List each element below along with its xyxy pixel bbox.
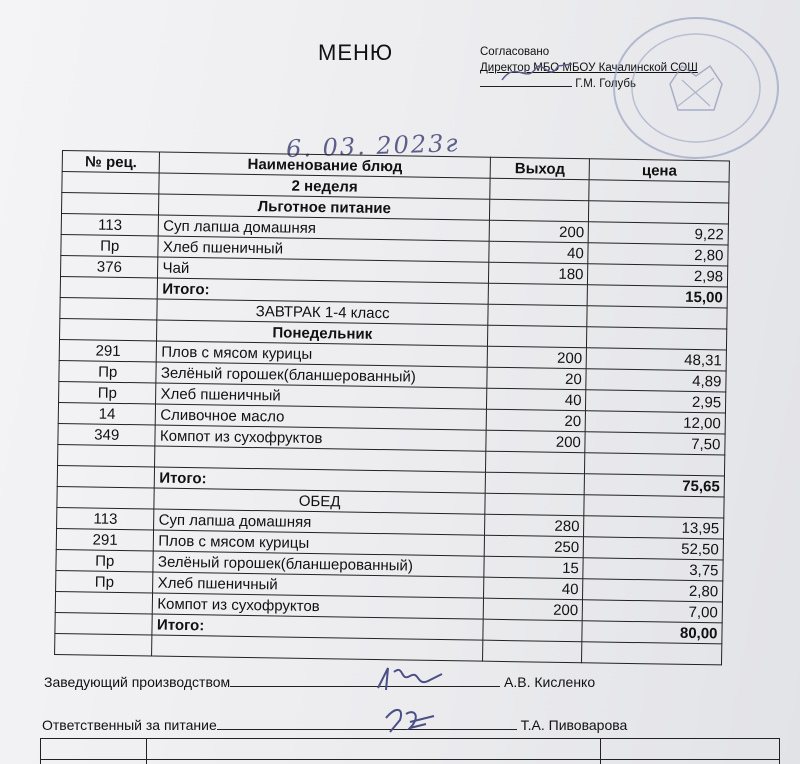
dish-output: 20 bbox=[487, 367, 587, 390]
total-value: 80,00 bbox=[582, 621, 722, 644]
dish-price: 13,95 bbox=[584, 516, 724, 539]
col-header-price: цена bbox=[589, 159, 729, 182]
recipe-number: 376 bbox=[61, 255, 159, 278]
dish-name: Хлеб пшеничный bbox=[156, 383, 487, 409]
dish-output: 200 bbox=[483, 598, 583, 621]
total-label: Итого: bbox=[158, 278, 489, 304]
approval-director: Директор МБО МБОУ Качалинской СОШ bbox=[480, 62, 698, 74]
recipe-number: Пр bbox=[61, 234, 159, 257]
section-heading-breakfast: ЗАВТРАК 1-4 класс bbox=[157, 299, 488, 325]
dish-output: 180 bbox=[488, 262, 588, 285]
dish-name: Сливочное масло bbox=[156, 404, 487, 430]
recipe-number: 291 bbox=[59, 339, 157, 362]
approval-name: Г.М. Голубь bbox=[575, 78, 636, 90]
dish-price: 2,98 bbox=[588, 264, 728, 287]
section-heading-lgot: Льготное питание bbox=[159, 194, 490, 220]
dish-name: Плов с мясом курицы bbox=[154, 530, 485, 556]
dish-price: 4,89 bbox=[586, 369, 726, 392]
production-label: Заведующий производством bbox=[44, 674, 231, 690]
dish-name: Зелёный горошек(бланшерованный) bbox=[153, 551, 484, 577]
dish-output: 200 bbox=[489, 220, 589, 243]
approval-label: Согласовано bbox=[480, 46, 550, 58]
dish-output: 15 bbox=[484, 556, 584, 579]
dish-price: 2,80 bbox=[583, 579, 723, 602]
food-signature-icon bbox=[380, 702, 450, 736]
dish-price: 2,80 bbox=[588, 243, 728, 266]
dish-output: 40 bbox=[486, 388, 586, 411]
recipe-number: 113 bbox=[57, 507, 155, 530]
dish-name: Компот из сухофруктов bbox=[153, 593, 484, 619]
director-signature-icon bbox=[496, 58, 586, 88]
dish-price: 12,00 bbox=[585, 411, 725, 434]
week-label: 2 неделя bbox=[159, 173, 490, 199]
dish-name: Плов с мясом курицы bbox=[157, 341, 488, 367]
col-header-recipe: № рец. bbox=[62, 151, 160, 174]
menu-date: 6. 03. 2023г bbox=[285, 128, 460, 164]
recipe-number: 291 bbox=[56, 528, 154, 551]
dish-price: 2,95 bbox=[586, 390, 726, 413]
dish-name: Хлеб пшеничный bbox=[158, 236, 489, 262]
dish-price: 7,50 bbox=[585, 432, 725, 455]
dish-output: 280 bbox=[484, 514, 584, 537]
col-header-dish: Наименование блюд bbox=[160, 152, 491, 178]
total-label: Итого: bbox=[152, 614, 483, 640]
dish-output: 40 bbox=[483, 577, 583, 600]
food-name: Т.А. Пивоварова bbox=[520, 717, 628, 733]
production-signature-line bbox=[44, 674, 595, 690]
total-value: 15,00 bbox=[587, 285, 727, 308]
dish-output: 20 bbox=[486, 409, 586, 432]
food-signature-line bbox=[42, 717, 627, 733]
dish-price: 3,75 bbox=[583, 558, 723, 581]
recipe-number: Пр bbox=[56, 570, 154, 593]
total-label: Итого: bbox=[155, 467, 486, 493]
dish-price: 9,22 bbox=[588, 222, 728, 245]
recipe-number: 349 bbox=[58, 423, 156, 446]
dish-name: Компот из сухофруктов bbox=[155, 425, 486, 451]
dish-name: Чай bbox=[158, 257, 489, 283]
recipe-number: Пр bbox=[59, 381, 157, 404]
bottom-table-fragment bbox=[40, 738, 780, 764]
dish-name: Суп лапша домашняя bbox=[154, 509, 485, 535]
section-heading-lunch: ОБЕД bbox=[154, 488, 485, 514]
recipe-number: 113 bbox=[61, 214, 159, 237]
dish-output: 250 bbox=[484, 535, 584, 558]
dish-price: 52,50 bbox=[584, 537, 724, 560]
page-title: МЕНЮ bbox=[318, 40, 394, 65]
dish-output: 200 bbox=[487, 346, 587, 369]
dish-output: 200 bbox=[486, 430, 586, 453]
col-header-output: Выход bbox=[490, 157, 590, 180]
dish-price: 7,00 bbox=[583, 600, 723, 623]
total-value: 75,65 bbox=[585, 474, 725, 497]
dish-name: Суп лапша домашняя bbox=[159, 215, 490, 241]
day-label: Понедельник bbox=[157, 320, 488, 346]
dish-output: 40 bbox=[489, 241, 589, 264]
round-stamp-icon bbox=[596, 10, 780, 160]
dish-name: Хлеб пшеничный bbox=[153, 572, 484, 598]
recipe-number: Пр bbox=[59, 360, 157, 383]
production-signature-icon bbox=[370, 662, 450, 696]
recipe-number: Пр bbox=[56, 549, 154, 572]
recipe-number: 14 bbox=[58, 402, 156, 425]
dish-name: Зелёный горошек(бланшерованный) bbox=[156, 362, 487, 388]
recipe-number bbox=[55, 591, 153, 614]
food-label: Ответственный за питание bbox=[42, 717, 217, 733]
dish-price: 48,31 bbox=[586, 348, 726, 371]
production-name: А.В. Кисленко bbox=[504, 674, 596, 690]
menu-table bbox=[54, 150, 730, 665]
